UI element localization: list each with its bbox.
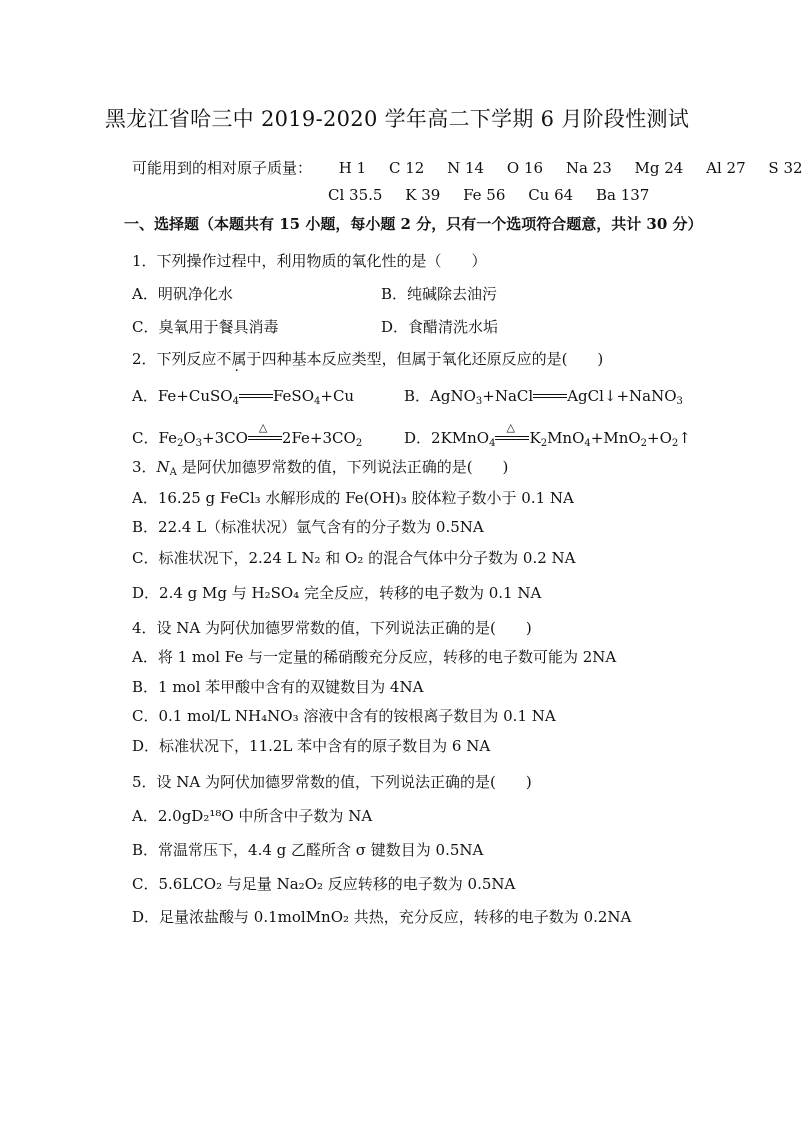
mass-c: C 12 [388, 159, 425, 177]
mass-fe: Fe 56 [463, 186, 506, 204]
q3-option-b: B．22.4 L（标准状况）氩气含有的分子数为 0.5NA [132, 518, 484, 536]
q4-stem: 4．设 NA 为阿伏加德罗常数的值，下列说法正确的是( ) [132, 619, 532, 637]
q2-c-label: C． [132, 429, 159, 447]
heat-triangle-icon: △ [506, 421, 515, 434]
q3-option-d: D．2.4 g Mg 与 H₂SO₄ 完全反应，转移的电子数为 0.1 NA [132, 584, 542, 602]
heat-triangle-icon: △ [258, 421, 268, 434]
q1-stem: 1．下列操作过程中，利用物质的氧化性的是（ ） [132, 252, 487, 270]
mass-mg: Mg 24 [634, 159, 684, 177]
q5-option-b: B．常温常压下，4.4 g 乙醛所含 σ 键数目为 0.5NA [132, 841, 484, 859]
mass-cl: Cl 35.5 [328, 186, 383, 204]
q5-option-a: A．2.0gD₂¹⁸O 中所含中子数为 NA [132, 807, 373, 825]
q1-option-d: D．食醋清洗水垢 [381, 318, 499, 336]
q2-option-b: B．AgNO$_3$+NaCl AgCl↓+NaNO$_3$ [404, 387, 683, 407]
mass-cu: Cu 64 [528, 186, 574, 204]
mass-k: K 39 [405, 186, 441, 204]
q2-option-a: A．Fe+CuSO$_4$ FeSO$_4$+Cu [132, 387, 355, 407]
equals-sign-icon [533, 392, 567, 402]
mass-al: Al 27 [706, 159, 746, 177]
q1-option-c: C．臭氧用于餐具消毒 [132, 318, 279, 336]
section-heading: 一、选择题（本题共有 15 小题，每小题 2 分，只有一个选项符合题意，共计 30 分） [124, 215, 703, 233]
q3-option-c: C．标准状况下，2.24 L N₂ 和 O₂ 的混合气体中分子数为 0.2 NA [132, 549, 576, 567]
q5-option-d: D．足量浓盐酸与 0.1molMnO₂ 共热，充分反应，转移的电子数为 0.2NA [132, 908, 632, 926]
heat-equals-icon [495, 421, 529, 444]
equals-sign-icon [239, 392, 273, 402]
q4-option-a: A．将 1 mol Fe 与一定量的稀硝酸充分反应，转移的电子数可能为 2NA [132, 648, 617, 666]
q1-option-b: B．纯碱除去油污 [381, 285, 498, 303]
atomic-mass-row-1 [132, 157, 803, 178]
q2-stem-pre: 2．下列反应 [132, 350, 217, 368]
mass-na: Na 23 [565, 159, 612, 177]
q2-stem-post: 四种基本反应类型，但属于氧化还原反应的是( ) [261, 350, 604, 368]
q2-stem-emphasis: 不属于 [216, 350, 262, 368]
q1-option-a: A．明矾净化水 [132, 285, 233, 303]
mass-ba: Ba 137 [595, 186, 650, 204]
q4-option-b: B．1 mol 苯甲酸中含有的双键数目为 4NA [132, 678, 424, 696]
mass-s: S 32 [768, 159, 803, 177]
page-title: 黑龙江省哈三中 2019-2020 学年高二下学期 6 月阶段性测试 [104, 107, 690, 131]
q4-option-c: C．0.1 mol/L NH₄NO₃ 溶液中含有的铵根离子数目为 0.1 NA [132, 707, 556, 725]
q2-option-c: C．$Fe_2O_3+3CO$ △ $2Fe+3CO_2$ [132, 421, 363, 449]
q2-stem [132, 348, 603, 369]
q5-option-c: C．5.6LCO₂ 与足量 Na₂O₂ 反应转移的电子数为 0.5NA [132, 875, 516, 893]
q2-option-d: D．2KMnO$_4$ △ $K_2MnO_4+MnO_2+O_2↑$ [404, 421, 691, 449]
mass-n: N 14 [447, 159, 485, 177]
mass-h: H 1 [338, 159, 367, 177]
heat-equals-icon [248, 421, 282, 444]
q4-option-d: D．标准状况下，11.2L 苯中含有的原子数目为 6 NA [132, 737, 491, 755]
up-arrow-icon: ↑ [678, 429, 691, 447]
atomic-mass-label: 可能用到的相对原子质量： [132, 159, 313, 177]
down-arrow-icon: ↓ [603, 387, 617, 405]
q3-stem-text: 是阿伏加德罗常数的值，下列说法正确的是( ) [181, 458, 509, 476]
mass-o: O 16 [506, 159, 544, 177]
atomic-mass-row-2 [328, 186, 649, 204]
q2-d-label: D． [404, 429, 432, 447]
q5-stem: 5．设 NA 为阿伏加德罗常数的值，下列说法正确的是( ) [132, 773, 532, 791]
q2-b-label: B． [404, 387, 431, 405]
q3-option-a: A．16.25 g FeCl₃ 水解形成的 Fe(OH)₃ 胶体粒子数小于 0.1 NA [132, 489, 574, 507]
q3-stem: 3．$N_A$ 是阿伏加德罗常数的值，下列说法正确的是( ) [132, 458, 509, 478]
q2-a-label: A． [132, 387, 158, 405]
